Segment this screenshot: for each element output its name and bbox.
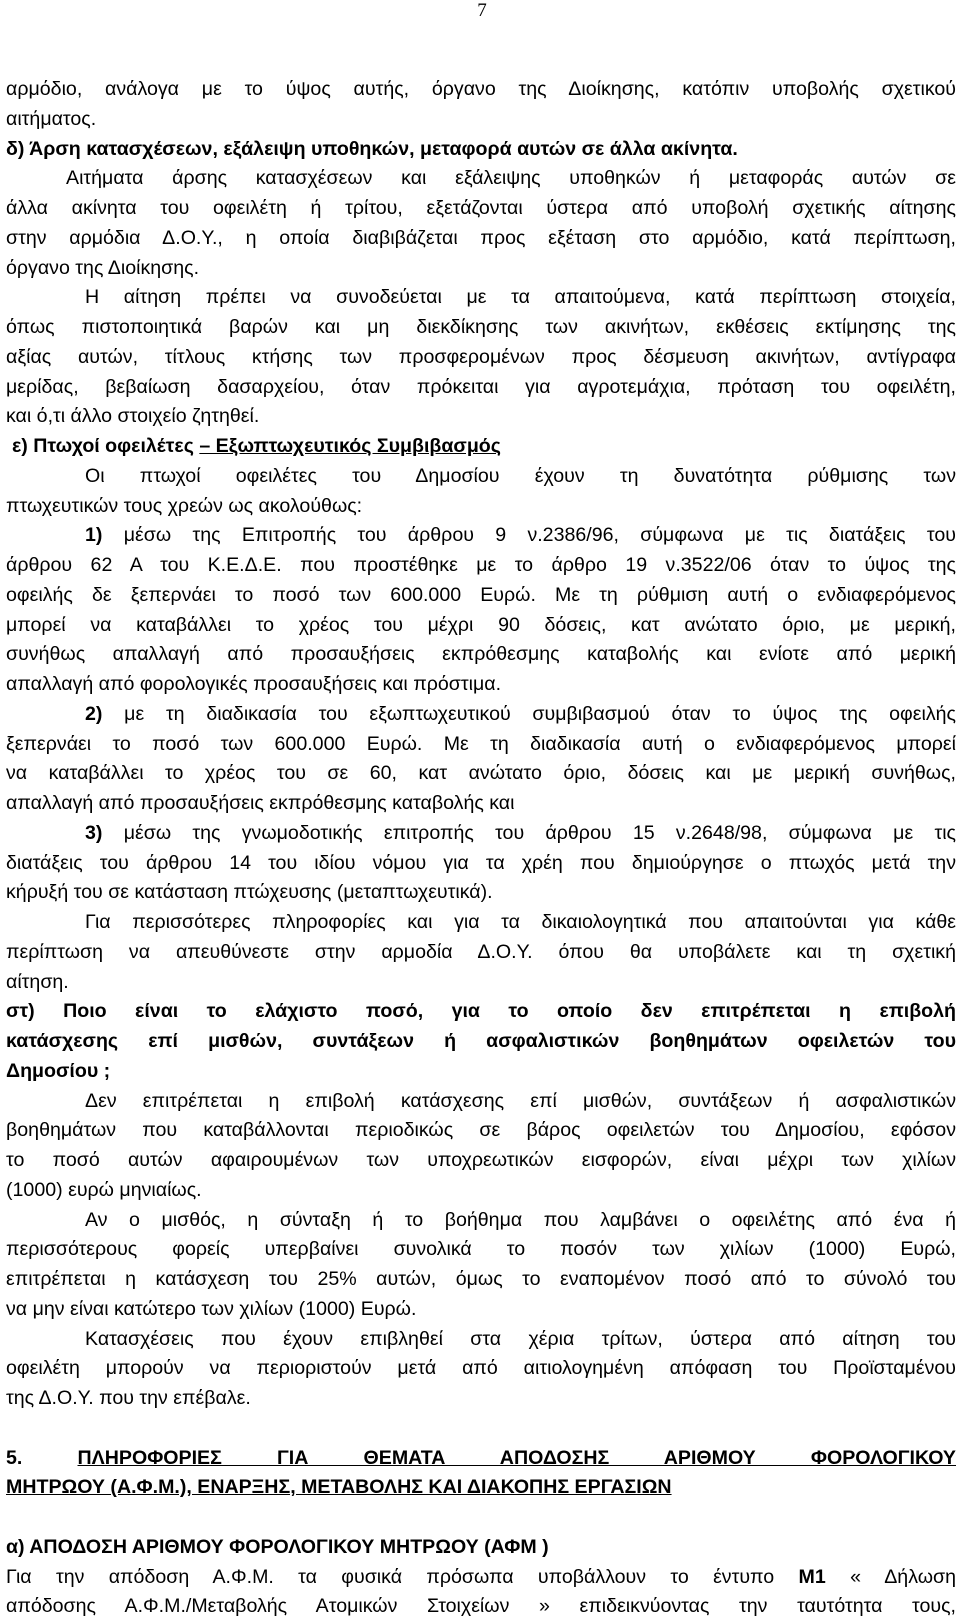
text-line: Για περισσότερες πληροφορίες και για τα δικαιολογητικά που απαιτούνται για κάθε — [85, 911, 956, 933]
text-span: – Εξωπτωχευτικός Συμβιβασμός — [199, 435, 501, 457]
text-line: το ποσό αυτών αφαιρουμένων των υποχρεωτικών εισφορών, είναι μέχρι των χιλίων — [6, 1149, 956, 1171]
text-span: με τη διαδικασία του εξωπτωχευτικού συμβιβασμού όταν το ύψος της οφειλής — [124, 702, 956, 725]
text-line: οφειλέτη μπορούν να περιοριστούν μετά από αιτιολογημένη απόφαση του Προϊσταμένου — [6, 1357, 956, 1380]
text-line: περισσότερους φορείς υπερβαίνει συνολικά το ποσόν των χιλίων (1000) Ευρώ, — [6, 1238, 956, 1261]
text-line: άρθρου 62 Α του Κ.Ε.Δ.Ε. που προστέθηκε με το άρθρο 19 ν.3522/06 όταν το ύψος της — [6, 554, 956, 576]
page-number: 7 — [477, 0, 487, 21]
text-line: περίπτωση να απευθύνεστε στην αρμοδία Δ.Ο.Υ. όπου θα υποβάλετε και τη σχετική — [6, 940, 956, 963]
text-line: στ) Ποιο είναι το ελάχιστο ποσό, για το οποίο δεν επιτρέπεται η επιβολή — [6, 1000, 956, 1023]
text-line: κήρυξή του σε κατάσταση πτώχευσης (μεταπτωχευτικά). — [6, 881, 493, 904]
text-line: δ) Άρση κατασχέσεων, εξάλειψη υποθηκών, μεταφορά αυτών σε άλλα ακίνητα. — [6, 137, 738, 160]
text-line: όργανο της Διοίκησης. — [6, 256, 200, 279]
text-line: βοηθημάτων που καταβάλλονται περιοδικώς σε βάρος οφειλετών του Δημοσίου, εφόσον — [6, 1119, 956, 1142]
text-line: Αν ο μισθός, η σύνταξη ή το βοήθημα που λαμβάνει ο οφειλέτης από ένα ή — [85, 1208, 956, 1231]
text-line — [6, 700, 956, 730]
text-line: (1000) ευρώ μηνιαίως. — [6, 1178, 202, 1201]
text-line: Δημοσίου ; — [6, 1059, 111, 1082]
text-line — [6, 521, 956, 551]
blank-line — [6, 1503, 956, 1533]
text-line: Οι πτωχοί οφειλέτες του Δημοσίου έχουν τη δυνατότητα ρύθμισης των — [85, 464, 956, 487]
text-line — [6, 819, 956, 849]
text-line: αίτηση. — [6, 970, 69, 993]
text-span: μέσω της γνωμοδοτικής επιτροπής του άρθρου 15 ν.2648/98, σύμφωνα με τις — [123, 821, 956, 844]
text-line: της Δ.Ο.Υ. που την επέβαλε. — [6, 1387, 251, 1409]
text-line: συνήθως απαλλαγή από προσαυξήσεις εκπρόθεσμης καταβολής και ενίοτε από μερική — [6, 643, 956, 666]
text-line: απόδοσης Α.Φ.Μ./Μεταβολής Ατομικών Στοιχείων » επιδεικνύοντας την ταυτότητα τους, — [6, 1595, 956, 1618]
text-span: 3) — [85, 821, 124, 844]
text-line: μπορεί να καταβάλλει το χρέος του μέχρι 90 δόσεις, κατ ανώτατο όριο, με μερική, — [6, 613, 956, 636]
text-line — [6, 432, 956, 462]
text-span: ε) Πτωχοί οφειλέτες — [12, 435, 200, 457]
text-line: ΜΗΤΡΩΟΥ (Α.Φ.Μ.), ΕΝΑΡΞΗΣ, ΜΕΤΑΒΟΛΗΣ ΚΑΙ ΔΙΑΚΟΠΗΣ ΕΡΓΑΣΙΩΝ — [6, 1476, 672, 1499]
text-line: απαλλαγή από προσαυξήσεις εκπρόθεσμης καταβολής και — [6, 792, 515, 814]
text-line: να μην είναι κατώτερο των χιλίων (1000) Ευρώ. — [6, 1297, 417, 1320]
text-span: 2) — [85, 702, 125, 725]
blank-line — [6, 1414, 956, 1444]
text-line: α) ΑΠΟΔΟΣΗ ΑΡΙΘΜΟΥ ΦΟΡΟΛΟΓΙΚΟΥ ΜΗΤΡΩΟΥ (ΑΦΜ ) — [6, 1535, 549, 1558]
text-line: Δεν επιτρέπεται η επιβολή κατάσχεσης επί μισθών, συντάξεων ή ασφαλιστικών — [85, 1089, 956, 1112]
text-line: Αιτήματα άρσης κατασχέσεων και εξάλειψης υποθηκών ή μεταφοράς αυτών σε — [66, 167, 956, 190]
text-line: Η αίτηση πρέπει να συνοδεύεται με τα απαιτούμενα, κατά περίπτωση στοιχεία, — [85, 286, 956, 309]
text-line: πτωχευτικών τους χρεών ως ακολούθως: — [6, 494, 363, 517]
text-line: Κατασχέσεις που έχουν επιβληθεί στα χέρια τρίτων, ύστερα από αίτηση του — [85, 1327, 956, 1350]
text-span: 1) — [85, 524, 124, 547]
text-span: μέσω της Επιτροπής του άρθρου 9 ν.2386/96, σύμφωνα με τις διατάξεις του — [123, 524, 956, 547]
text-span: « Δήλωση — [825, 1565, 956, 1588]
text-line: ξεπερνάει το ποσό των 600.000 Ευρώ. Με τη διαδικασία αυτή ο ενδιαφερόμενος μπορεί — [6, 732, 956, 755]
text-line: αιτήματος. — [6, 107, 97, 130]
document-body — [6, 75, 956, 1622]
text-line: και ό,τι άλλο στοιχείο ζητηθεί. — [6, 405, 260, 428]
text-line: απαλλαγή από φορολογικές προσαυξήσεις και πρόστιμα. — [6, 673, 502, 695]
text-span: Για την απόδοση Α.Φ.Μ. τα φυσικά πρόσωπα υποβάλλουν το έντυπο — [6, 1565, 799, 1588]
text-span: 5. — [6, 1446, 78, 1469]
text-line: διατάξεις του άρθρου 14 του ιδίου νόμου για τα χρέη που δημιούργησε ο πτωχός μετά την — [6, 851, 956, 874]
text-span: Μ1 — [798, 1565, 826, 1588]
text-line: επιτρέπεται η κατάσχεση του 25% αυτών, όμως το εναπομένον ποσό από το σύνολό του — [6, 1268, 956, 1290]
text-line: άλλα ακίνητα του οφειλέτη ή τρίτου, εξετάζονται ύστερα από υποβολή σχετικής αίτησης — [6, 197, 956, 219]
text-line: αρμόδιο, ανάλογα με το ύψος αυτής, όργανο της Διοίκησης, κατόπιν υποβολής σχετικού — [6, 78, 956, 100]
text-line: αξίας αυτών, τίτλους κτήσης των προσφερομένων προς δέσμευση ακινήτων, αντίγραφα — [6, 345, 956, 368]
text-line: να καταβάλλει το χρέος του σε 60, κατ ανώτατο όριο, δόσεις και με μερική συνήθως, — [6, 762, 956, 785]
text-line: κατάσχεσης επί μισθών, συντάξεων ή ασφαλιστικών βοηθημάτων οφειλετών του — [6, 1030, 956, 1052]
text-line: μερίδας, βεβαίωση δασαρχείου, όταν πρόκειται για αγροτεμάχια, πρόταση του οφειλέτη, — [6, 375, 956, 398]
text-line: οφειλής δε ξεπερνάει το ποσό των 600.000 Ευρώ. Με τη ρύθμιση αυτή ο ενδιαφερόμενος — [6, 583, 956, 606]
text-line: όπως πιστοποιητικά βαρών και μη διεκδίκησης των ακινήτων, εκθέσεις εκτίμησης της — [6, 316, 956, 338]
text-line — [6, 1563, 956, 1593]
text-line: στην αρμόδια Δ.Ο.Υ., η οποία διαβιβάζεται προς εξέταση στο αρμόδιο, κατά περίπτωση, — [6, 226, 956, 249]
text-span: ΠΛΗΡΟΦΟΡΙΕΣ ΓΙΑ ΘΕΜΑΤΑ ΑΠΟΔΟΣΗΣ ΑΡΙΘΜΟΥ ΦΟΡΟΛΟΓΙΚΟΥ — [77, 1446, 956, 1469]
text-line — [6, 1444, 956, 1474]
